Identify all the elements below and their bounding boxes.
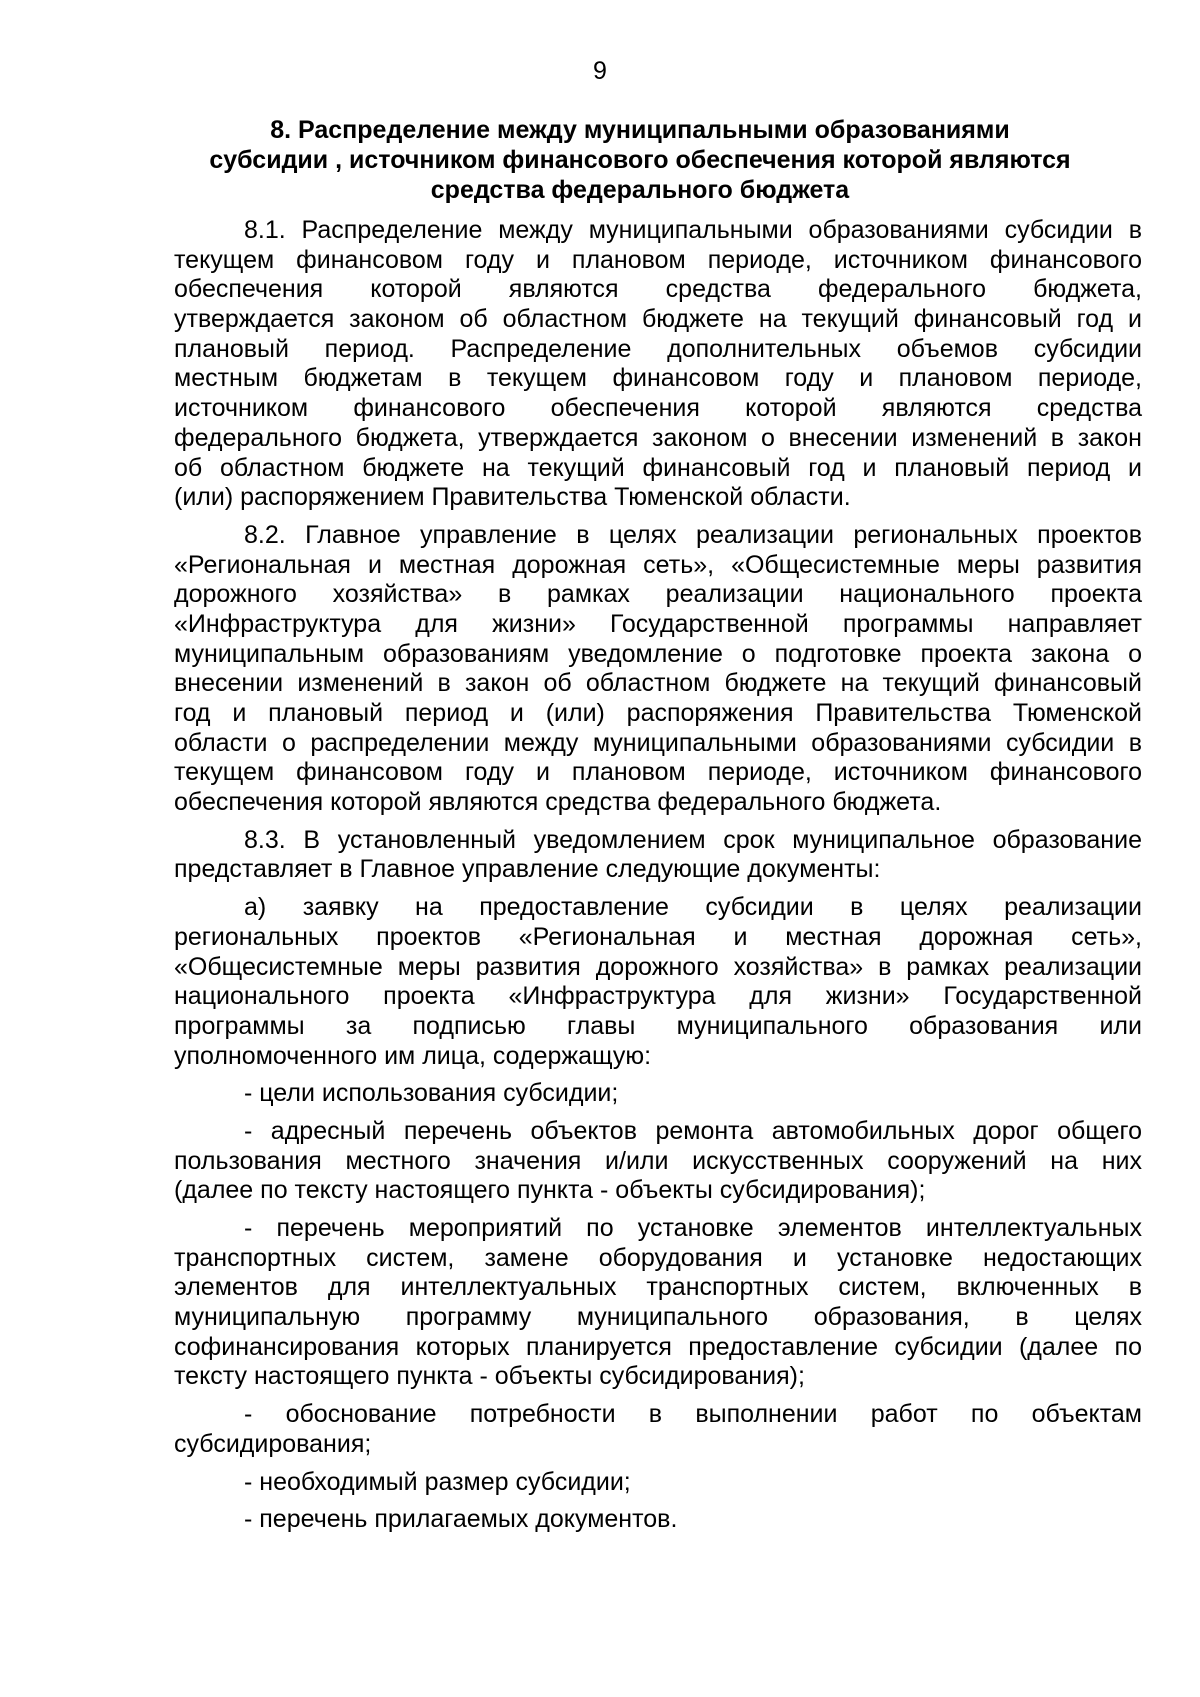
paragraph-line: год и плановый период и (или) распоряжения Правительства Тюменской xyxy=(174,699,1142,727)
paragraph-line: - перечень мероприятий по установке элементов интеллектуальных xyxy=(244,1214,1142,1242)
paragraph-line: источником финансового обеспечения которой являются средства xyxy=(174,394,1142,423)
paragraph-line: - адресный перечень объектов ремонта автомобильных дорог общего xyxy=(244,1116,1142,1145)
paragraph-line: области о распределении между муниципальными образованиями субсидии в xyxy=(174,728,1142,757)
paragraph-line: дорожного хозяйства» в рамках реализации национального проекта xyxy=(174,580,1142,609)
paragraph-line: «Инфраструктура для жизни» Государственной программы направляет xyxy=(174,609,1142,638)
paragraph-line: внесении изменений в закон об областном бюджете на текущий финансовый xyxy=(174,669,1142,698)
paragraph xyxy=(174,1468,1142,1498)
paragraph-line: «Региональная и местная дорожная сеть», «Общесистемные меры развития xyxy=(174,550,1142,579)
paragraph-line: муниципальным образованиям уведомление о подготовке проекта закона о xyxy=(174,639,1142,668)
paragraph-line: об областном бюджете на текущий финансовый год и плановый период и xyxy=(174,453,1142,482)
paragraph-line: субсидирования; xyxy=(174,1429,372,1458)
paragraph-line: представляет в Главное управление следующие документы: xyxy=(174,855,881,884)
paragraph-line: тексту настоящего пункта - объекты субсидирования); xyxy=(174,1362,805,1391)
paragraph-line: «Общесистемные меры развития дорожного хозяйства» в рамках реализации xyxy=(174,952,1142,981)
paragraph-line: (или) распоряжением Правительства Тюменской области. xyxy=(174,483,851,512)
paragraph-line: уполномоченного им лица, содержащую: xyxy=(174,1041,652,1070)
page-number: 9 xyxy=(593,57,607,85)
paragraph-line: транспортных систем, замене оборудования и установке недостающих xyxy=(174,1243,1142,1272)
paragraph-line: региональных проектов «Региональная и местная дорожная сеть», xyxy=(174,922,1142,951)
section-title-line: субсидии , источником финансового обеспечения которой являются xyxy=(209,146,1071,174)
section-title-line: средства федерального бюджета xyxy=(430,176,850,204)
paragraph xyxy=(174,1214,1142,1392)
paragraph-line: текущем финансовом году и плановом периоде, источником финансового xyxy=(174,245,1142,274)
paragraph xyxy=(174,893,1142,1071)
paragraph-line: - обоснование потребности в выполнении работ по объектам xyxy=(244,1400,1142,1429)
paragraph-line: (далее по тексту настоящего пункта - объекты субсидирования); xyxy=(174,1176,926,1205)
paragraph xyxy=(174,1117,1142,1206)
body-text xyxy=(174,216,1142,1543)
paragraph-line: федерального бюджета, утверждается законом о внесении изменений в закон xyxy=(174,423,1142,452)
paragraph-line: - перечень прилагаемых документов. xyxy=(244,1505,678,1534)
paragraph-line: национального проекта «Инфраструктура для жизни» Государственной xyxy=(174,982,1142,1011)
paragraph-line: 8.1. Распределение между муниципальными образованиями субсидии в xyxy=(244,216,1142,244)
paragraph xyxy=(174,521,1142,818)
paragraph-line: программы за подписью главы муниципального образования или xyxy=(174,1011,1142,1040)
paragraph-line: пользования местного значения и/или искусственных сооружений на них xyxy=(174,1146,1142,1175)
section-title xyxy=(175,115,1105,205)
section-title-line: 8. Распределение между муниципальными образованиями xyxy=(270,116,1010,144)
paragraph xyxy=(174,1505,1142,1535)
paragraph xyxy=(174,1079,1142,1109)
paragraph-line: местным бюджетам в текущем финансовом году и плановом периоде, xyxy=(174,364,1142,393)
paragraph-line: - необходимый размер субсидии; xyxy=(244,1467,631,1496)
paragraph-line: утверждается законом об областном бюджете на текущий финансовый год и xyxy=(174,305,1142,334)
paragraph-line: текущем финансовом году и плановом периоде, источником финансового xyxy=(174,758,1142,787)
paragraph-line: а) заявку на предоставление субсидии в целях реализации xyxy=(244,893,1142,922)
paragraph xyxy=(174,216,1142,513)
paragraph-line: муниципальную программу муниципального образования, в целях xyxy=(174,1303,1142,1332)
paragraph-line: обеспечения которой являются средства федерального бюджета. xyxy=(174,788,942,817)
paragraph-line: 8.3. В установленный уведомлением срок муниципальное образование xyxy=(244,825,1142,854)
paragraph-line: - цели использования субсидии; xyxy=(244,1079,619,1108)
paragraph-line: элементов для интеллектуальных транспортных систем, включенных в xyxy=(174,1273,1142,1302)
paragraph xyxy=(174,1400,1142,1459)
paragraph-line: софинансирования которых планируется предоставление субсидии (далее по xyxy=(174,1332,1142,1361)
paragraph-line: плановый период. Распределение дополнительных объемов субсидии xyxy=(174,334,1142,363)
paragraph-line: обеспечения которой являются средства федерального бюджета, xyxy=(174,275,1142,304)
paragraph-line: 8.2. Главное управление в целях реализации региональных проектов xyxy=(244,520,1142,549)
paragraph xyxy=(174,826,1142,885)
